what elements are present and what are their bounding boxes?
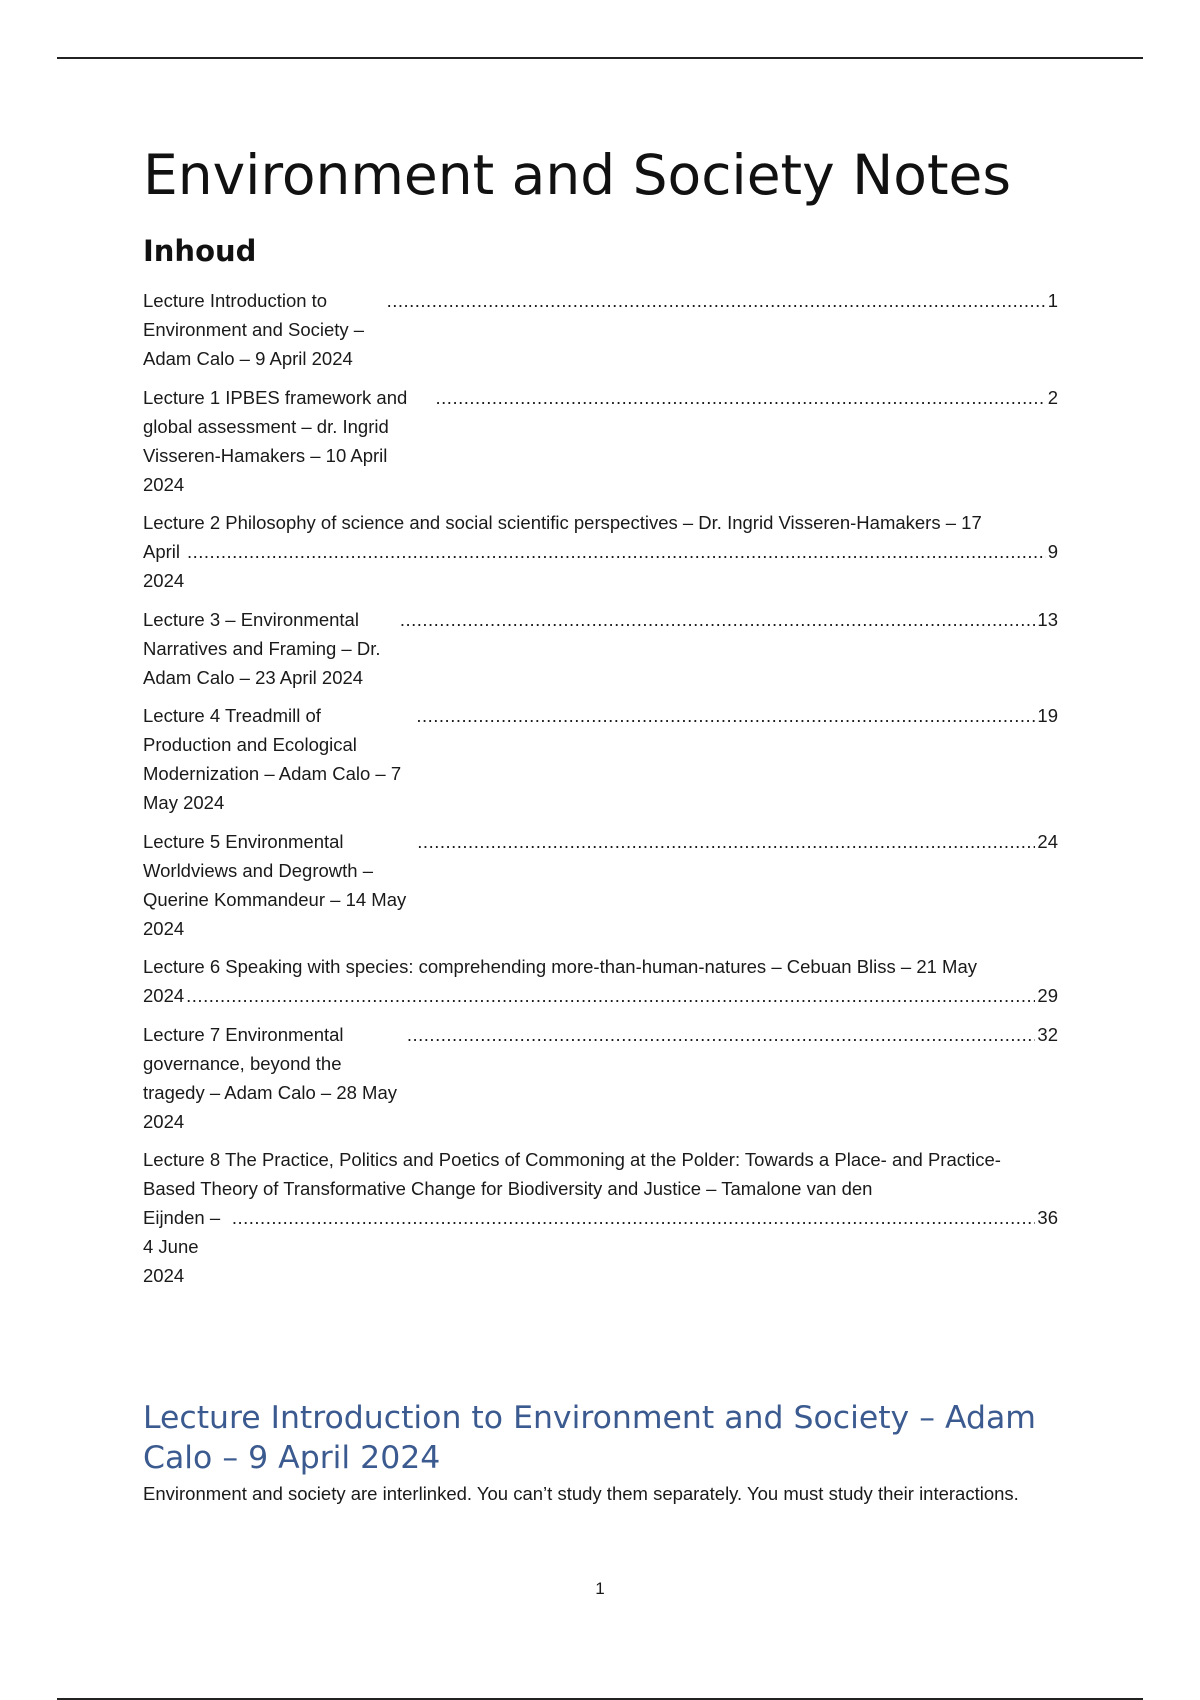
- toc-leader: [416, 701, 1035, 730]
- toc-entry[interactable]: [143, 1145, 1058, 1290]
- toc-entry[interactable]: [143, 286, 1058, 373]
- toc-entry-page: 9: [1047, 541, 1058, 562]
- toc-entry[interactable]: [143, 605, 1058, 692]
- toc-entry-title: Eijnden – 4 June 2024: [143, 1207, 221, 1286]
- header-rule: [57, 57, 1143, 59]
- toc-entry-title: Lecture 4 Treadmill of Production and Ecological Modernization – Adam Calo – 7 May 2024: [143, 705, 402, 813]
- toc-leader: [232, 1203, 1036, 1232]
- toc-heading: Inhoud: [143, 234, 257, 268]
- toc-leader: [436, 383, 1046, 412]
- toc-entry-title: 2024: [143, 985, 185, 1006]
- toc-leader: [187, 537, 1046, 566]
- toc-entry-page: 24: [1037, 830, 1058, 852]
- toc-entry-title: Lecture Introduction to Environment and Society – Adam Calo – 9 April 2024: [143, 290, 365, 369]
- toc-entry-page: 19: [1037, 705, 1058, 726]
- toc-entry-title: Lecture 5 Environmental Worldviews and Degrowth – Querine Kommandeur – 14 May 2024: [143, 830, 407, 939]
- toc-entry[interactable]: [143, 701, 1058, 817]
- table-of-contents: [143, 286, 1058, 1300]
- toc-entry[interactable]: [143, 827, 1058, 943]
- toc-leader: [400, 605, 1036, 634]
- toc-entry-page: 13: [1037, 608, 1058, 630]
- toc-entry-page: 32: [1037, 1023, 1058, 1045]
- toc-entry-title-line: Lecture 8 The Practice, Politics and Poetics of Commoning at the Polder: Towards a Place- and Practice-Based Theory of Transformative Change for Biodiversity and Justice – Tamalone van den: [143, 1149, 1001, 1199]
- toc-entry-title-line: Lecture 2 Philosophy of science and social scientific perspectives – Dr. Ingrid Visseren-Hamakers – 17: [143, 512, 982, 533]
- toc-entry-title: Lecture 3 – Environmental Narratives and Framing – Dr. Adam Calo – 23 April 2024: [143, 608, 381, 688]
- toc-entry-page: 29: [1037, 985, 1058, 1006]
- toc-leader: [407, 1020, 1036, 1049]
- toc-entry-title: April 2024: [143, 541, 185, 591]
- toc-leader: [417, 827, 1035, 856]
- toc-entry[interactable]: [143, 1020, 1058, 1136]
- toc-leader: [387, 286, 1046, 315]
- document-title: Environment and Society Notes: [143, 143, 1011, 207]
- toc-leader: [186, 981, 1035, 1010]
- toc-entry-page: 2: [1047, 386, 1058, 408]
- toc-entry-title: Lecture 7 Environmental governance, beyond the tragedy – Adam Calo – 28 May 2024: [143, 1023, 398, 1132]
- toc-entry-title: Lecture 1 IPBES framework and global assessment – dr. Ingrid Visseren-Hamakers – 10 April 2024: [143, 386, 408, 495]
- toc-entry[interactable]: [143, 508, 1058, 595]
- toc-entry[interactable]: [143, 952, 1058, 1010]
- section-heading: Lecture Introduction to Environment and Society – Adam Calo – 9 April 2024: [143, 1400, 1036, 1476]
- section-body-paragraph: Environment and society are interlinked. You can’t study them separately. You must study their interactions.: [143, 1483, 1019, 1504]
- toc-entry-title-line: Lecture 6 Speaking with species: comprehending more-than-human-natures – Cebuan Bliss – 21 May: [143, 956, 977, 977]
- toc-entry-page: 36: [1037, 1207, 1058, 1228]
- page-number: 1: [595, 1579, 605, 1598]
- toc-entry[interactable]: [143, 383, 1058, 499]
- toc-entry-page: 1: [1047, 290, 1058, 311]
